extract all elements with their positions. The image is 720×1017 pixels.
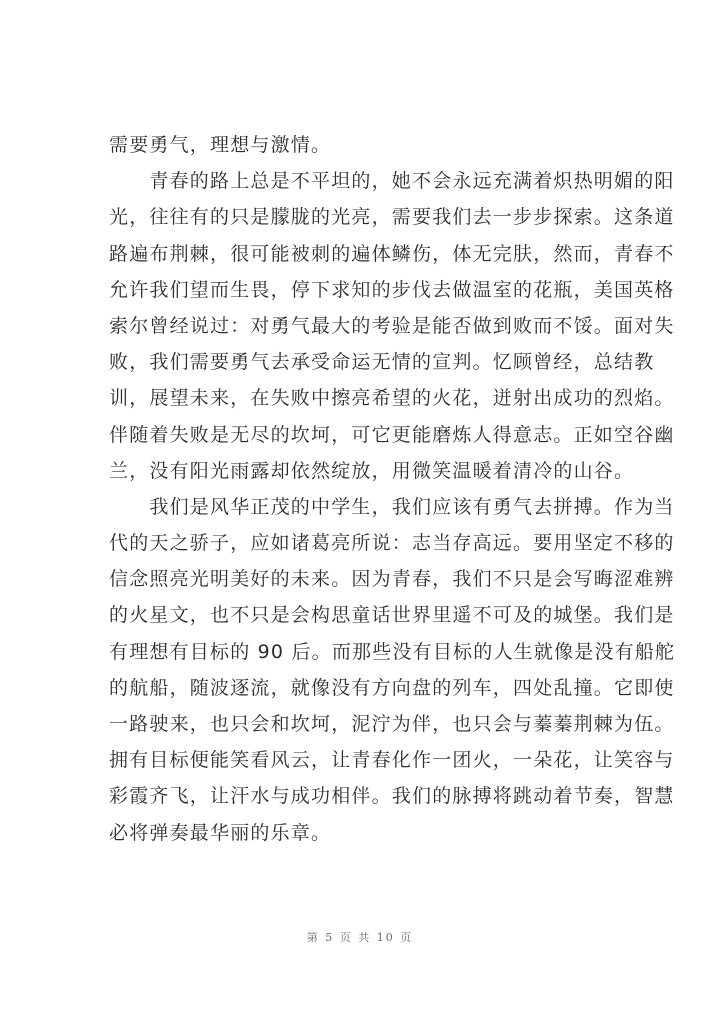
page-footer: 第 5 页 共 10 页 <box>306 931 414 944</box>
text-line: 败，我们需要勇气去承受命运无情的宣判。忆顾曾经，总结教 <box>109 351 655 374</box>
text-line: 彩霞齐飞，让汗水与成功相伴。我们的脉搏将跳动着节奏，智慧 <box>109 785 675 808</box>
text-line: 允许我们望而生畏，停下求知的步伐去做温室的花瓶，美国英格 <box>109 278 675 301</box>
text-line: 的火星文，也不只是会构思童话世界里遥不可及的城堡。我们是 <box>109 604 675 627</box>
text-line: 光，往往有的只是朦胧的光亮，需要我们去一步步探索。这条道 <box>109 206 675 229</box>
text-line: 路遍布荆棘，很可能被刺的遍体鳞伤，体无完肤，然而，青春不 <box>109 242 675 265</box>
text-line: 我们是风华正茂的中学生，我们应该有勇气去拼搏。作为当 <box>109 495 675 518</box>
text-line: 有理想有目标的 90 后。而那些没有目标的人生就像是没有船舵 <box>109 640 676 663</box>
text-line: 伴随着失败是无尽的坎坷，可它更能磨炼人得意志。正如空谷幽 <box>109 423 675 446</box>
text-line: 青春的路上总是不平坦的，她不会永远充满着炽热明媚的阳 <box>109 170 675 193</box>
text-line: 信念照亮光明美好的未来。因为青春，我们不只是会写晦涩难辨 <box>109 568 675 591</box>
text-line: 需要勇气，理想与激情。 <box>109 134 332 156</box>
text-line: 必将弹奏最华丽的乐章。 <box>109 821 332 844</box>
text-line: 拥有目标便能笑看风云，让青春化作一团火，一朵花，让笑容与 <box>109 749 675 772</box>
text-line: 一路驶来，也只会和坎坷，泥泞为伴，也只会与蓁蓁荆棘为伍。 <box>109 713 675 735</box>
text-line: 训，展望未来，在失败中擦亮希望的火花，迸射出成功的烈焰。 <box>109 387 675 410</box>
text-line: 兰，没有阳光雨露却依然绽放，用微笑温暖着清冷的山谷。 <box>109 459 635 482</box>
text-line: 代的天之骄子，应如诸葛亮所说：志当存高远。要用坚定不移的 <box>109 532 675 555</box>
text-line: 的航船，随波逐流，就像没有方向盘的列车，四处乱撞。它即使 <box>109 676 675 699</box>
body-text <box>109 127 676 851</box>
text-line: 索尔曾经说过：对勇气最大的考验是能否做到败而不馁。面对失 <box>109 314 675 337</box>
